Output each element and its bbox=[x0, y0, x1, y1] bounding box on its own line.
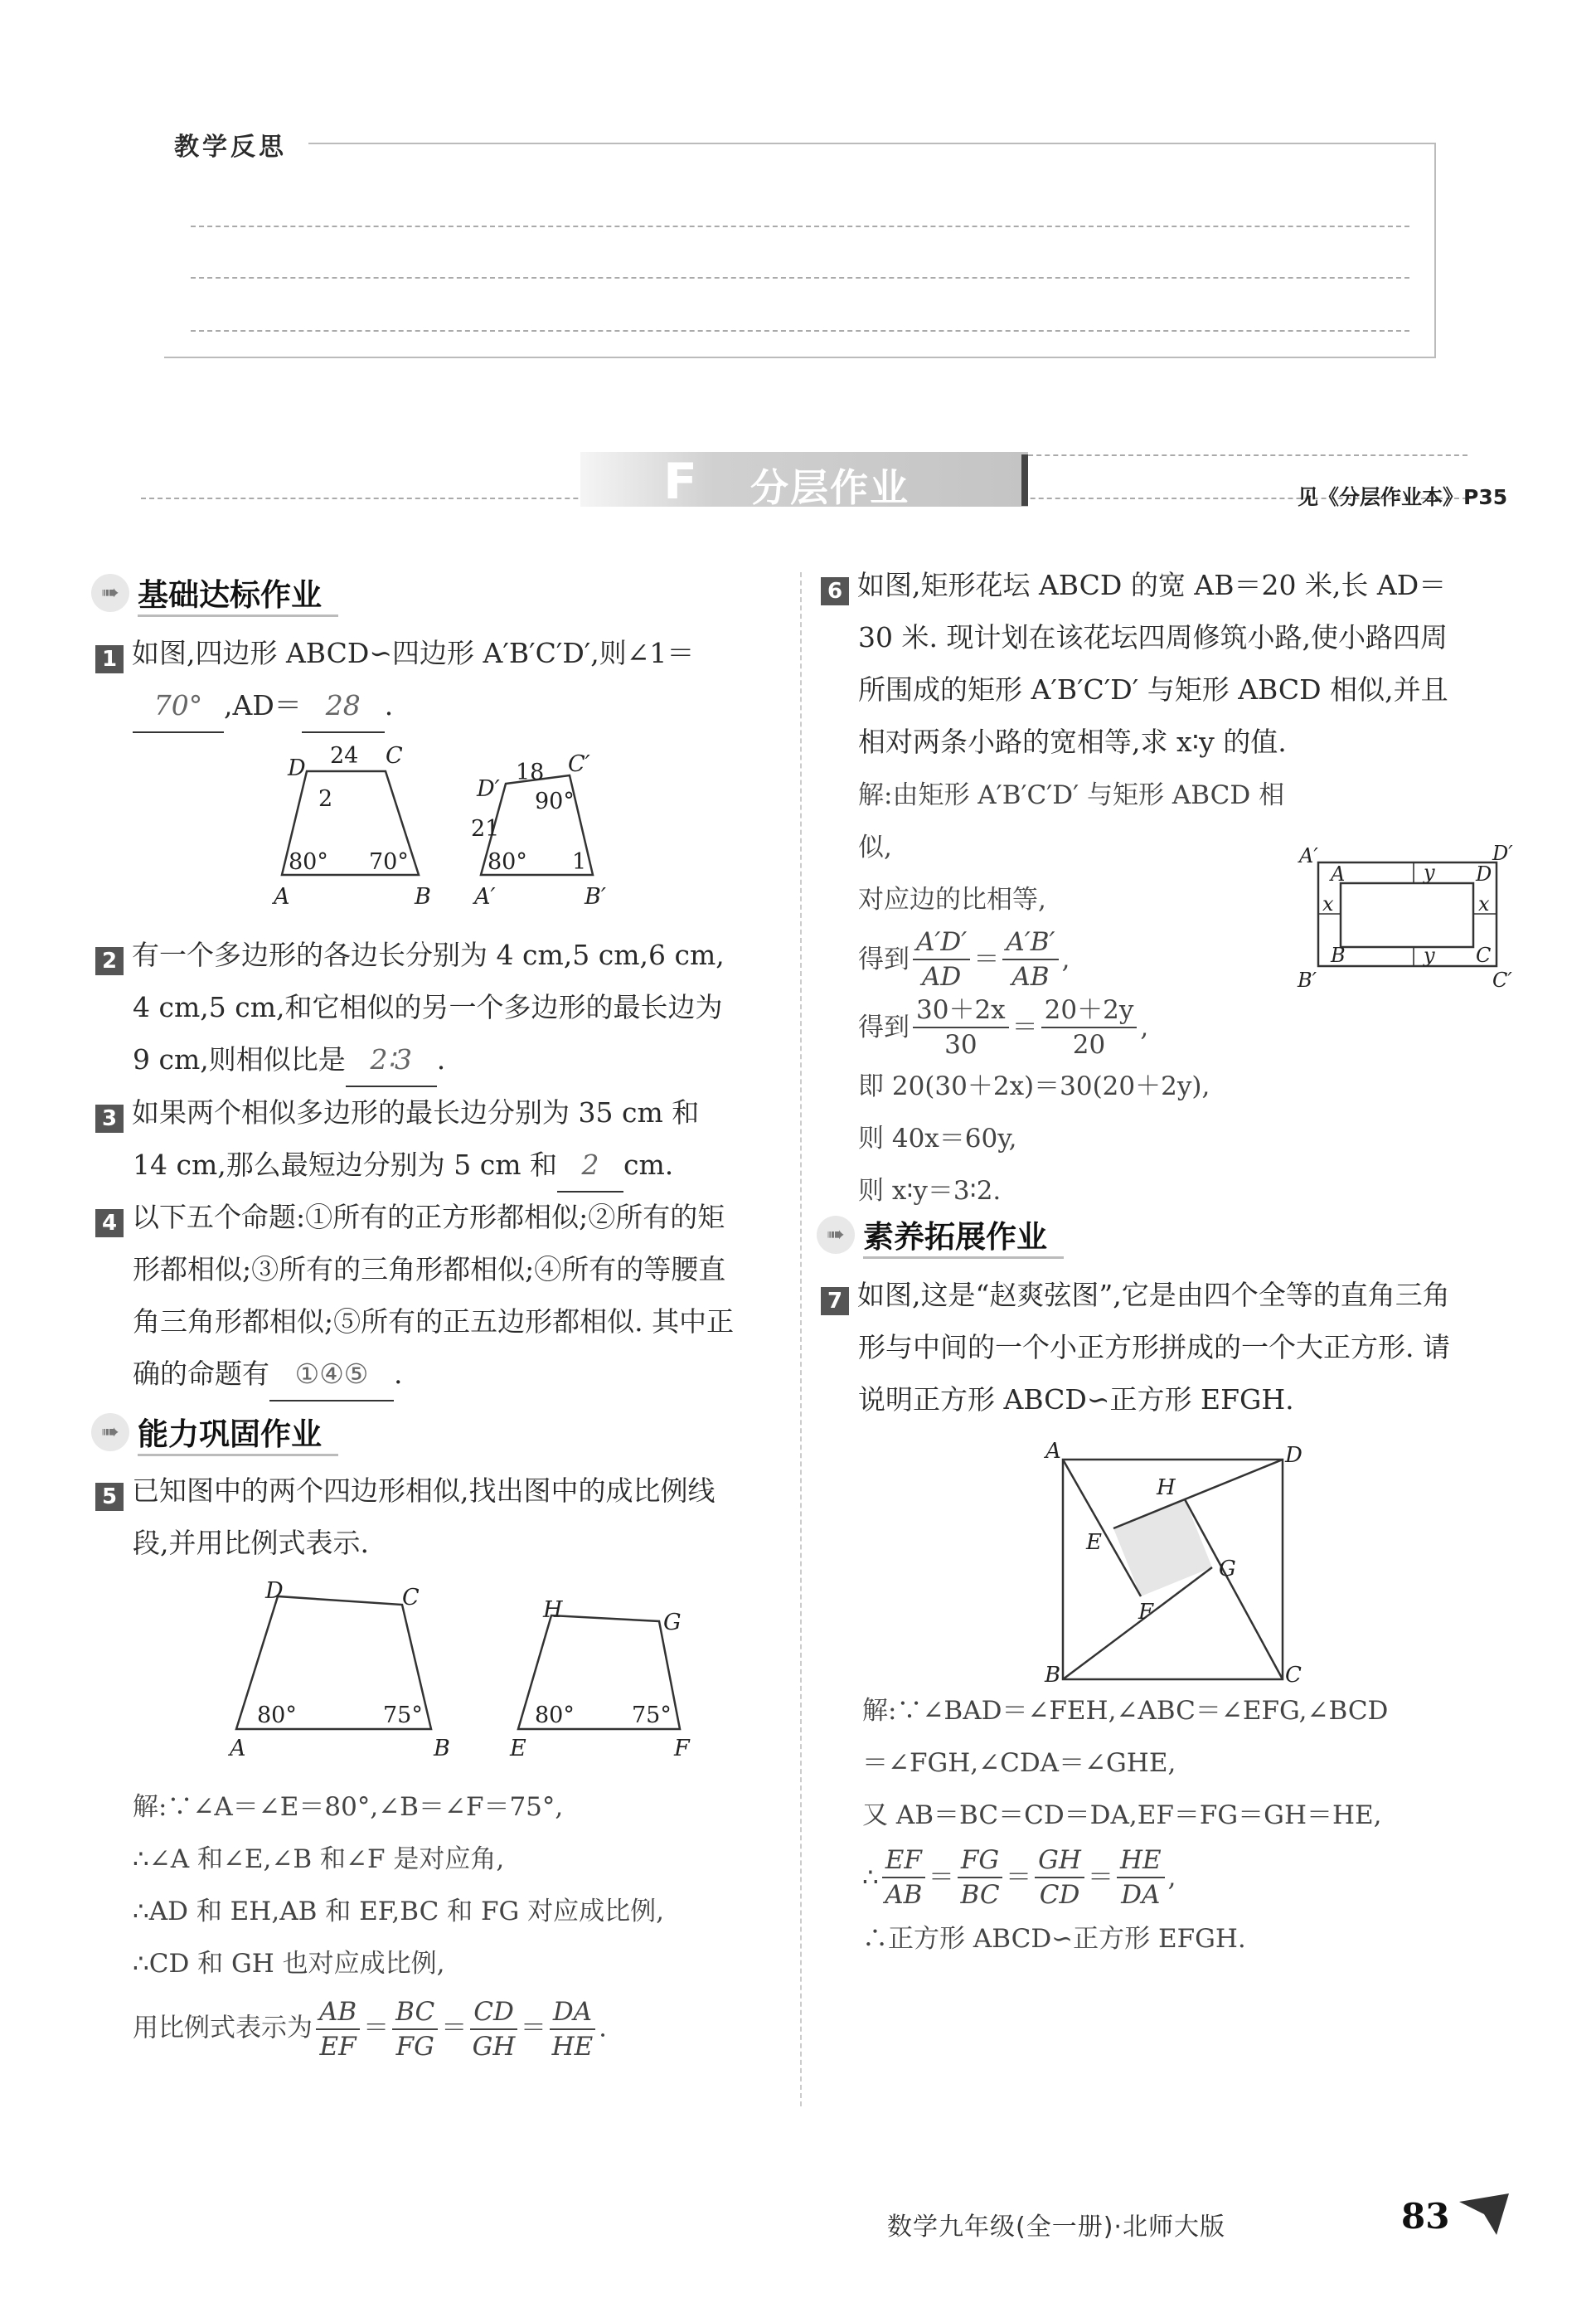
q6-sol-line: 对应边的比相等, bbox=[858, 885, 1046, 915]
fraction: $\frac{FG}{BC}$ bbox=[958, 1844, 1002, 1912]
q1-label-18: 18 bbox=[516, 760, 545, 785]
question-number: 2 bbox=[95, 947, 124, 975]
q5-label-F: F bbox=[674, 1736, 690, 1761]
q4-answer: ①④⑤ bbox=[269, 1348, 394, 1401]
q6-label-x2: x bbox=[1478, 892, 1490, 916]
q5-line: 段,并用比例式表示. bbox=[133, 1527, 369, 1559]
q6-label-C: C bbox=[1476, 944, 1492, 967]
q6-label-y1: y bbox=[1424, 861, 1435, 884]
q6-label-Dp: D′ bbox=[1492, 842, 1513, 865]
question-number: 4 bbox=[95, 1209, 124, 1237]
q5-sol-prefix: 用比例式表示为 bbox=[133, 2013, 313, 2043]
banner-logo-icon: F bbox=[663, 453, 697, 511]
q5-angle-80: 80° bbox=[257, 1703, 297, 1728]
q3-line: 14 cm,那么最短边分别为 5 cm 和 bbox=[133, 1149, 557, 1181]
q1-label-A: A bbox=[274, 884, 290, 910]
q5-label-G: G bbox=[663, 1610, 682, 1635]
q6-label-Ap: A′ bbox=[1299, 844, 1318, 867]
q5-sol-line: ∴CD 和 GH 也对应成比例, bbox=[133, 1949, 445, 1979]
question-3 bbox=[95, 1086, 783, 1193]
fraction: $\frac{20+2y}{20}$ bbox=[1041, 993, 1138, 1061]
question-2 bbox=[95, 929, 783, 1087]
q7-inner-square bbox=[1113, 1499, 1212, 1596]
page-corner-icon bbox=[1459, 2193, 1517, 2239]
fraction: $\frac{A'B'}{AB}$ bbox=[1002, 925, 1058, 993]
q7-line: 形与中间的一个小正方形拼成的一个大正方形. 请 bbox=[858, 1331, 1450, 1363]
q6-label-B: B bbox=[1331, 944, 1346, 967]
q2-answer: 2∶3 bbox=[346, 1033, 437, 1087]
question-1 bbox=[95, 627, 783, 733]
question-number: 7 bbox=[821, 1287, 849, 1315]
section-basic-label: 基础达标作业 bbox=[138, 570, 338, 617]
q4-line: 确的命题有 bbox=[133, 1358, 269, 1390]
arrow-icon: ➠ bbox=[91, 1413, 129, 1451]
question-6 bbox=[821, 559, 1509, 768]
q5-sol-line: ∴AD 和 EH,AB 和 EF,BC 和 FG 对应成比例, bbox=[133, 1897, 664, 1926]
reflection-top-line bbox=[308, 143, 1436, 144]
fraction: $\frac{AB}{EF}$ bbox=[316, 1995, 360, 2063]
q6-figure bbox=[1289, 838, 1521, 999]
q2-end: . bbox=[436, 1043, 446, 1076]
q6-sol-line: 即 20(30＋2x)＝30(20＋2y), bbox=[858, 1071, 1210, 1101]
q1-label-1: 1 bbox=[572, 849, 587, 875]
q5-label-C: C bbox=[402, 1585, 420, 1610]
q1-end: . bbox=[384, 689, 394, 721]
q4-line: 形都相似;③所有的三角形都相似;④所有的等腰直 bbox=[133, 1253, 726, 1285]
q2-line: 有一个多边形的各边长分别为 4 cm,5 cm,6 cm, bbox=[132, 939, 725, 971]
q6-line: 相对两条小路的宽相等,求 x∶y 的值. bbox=[858, 726, 1287, 758]
q1-answer-1: 70° bbox=[133, 679, 224, 733]
q5-angle-75: 75° bbox=[383, 1703, 423, 1728]
reflection-title: 教学反思 bbox=[174, 133, 287, 162]
q5-label-D: D bbox=[265, 1580, 284, 1604]
reflection-line bbox=[191, 277, 1409, 279]
q6-label-x1: x bbox=[1322, 892, 1334, 916]
reflection-bottom-line bbox=[164, 357, 1436, 358]
q1-answer-2: 28 bbox=[302, 679, 385, 733]
question-number: 1 bbox=[95, 645, 124, 673]
banner-title: 分层作业 bbox=[750, 465, 910, 510]
q5-label-A: A bbox=[230, 1736, 246, 1761]
q5-label-E: E bbox=[510, 1736, 526, 1761]
q1-label-D: D bbox=[288, 755, 306, 781]
q7-label-G: G bbox=[1219, 1557, 1236, 1581]
fraction: $\frac{GH}{CD}$ bbox=[1035, 1844, 1084, 1912]
q1-label-2: 2 bbox=[318, 786, 333, 812]
question-4 bbox=[95, 1191, 783, 1401]
q1-figure bbox=[265, 738, 630, 921]
section-ability bbox=[91, 1410, 338, 1455]
banner-end-bar bbox=[1021, 454, 1028, 506]
question-number: 6 bbox=[821, 577, 849, 605]
q1-label-21: 21 bbox=[471, 816, 500, 842]
q5-label-B: B bbox=[434, 1736, 450, 1761]
q1-label-Ap: A′ bbox=[474, 884, 496, 910]
q5-figure bbox=[220, 1580, 717, 1771]
q5-sol-proportion: 用比例式表示为 $\frac{AB}{EF}$ ＝ $\frac{BC}{FG}$ ＝ $\frac{CD}{GH}$ ＝ $\frac{DA}{HE}$ . bbox=[133, 1997, 607, 2062]
q1-label-24: 24 bbox=[330, 743, 359, 769]
q6-line: 如图,矩形花坛 ABCD 的宽 AB＝20 米,长 AD＝ bbox=[857, 569, 1447, 601]
q1-angle-80: 80° bbox=[289, 849, 328, 875]
q6-solution bbox=[858, 770, 1298, 1217]
q7-label-E: E bbox=[1086, 1530, 1102, 1555]
q1-label-Dp: D′ bbox=[477, 776, 500, 802]
question-number: 3 bbox=[95, 1105, 124, 1133]
q3-line: 如果两个相似多边形的最长边分别为 35 cm 和 bbox=[132, 1096, 700, 1129]
q7-sol-line: 解:∵∠BAD＝∠FEH,∠ABC＝∠EFG,∠BCD bbox=[862, 1696, 1389, 1726]
reflection-right-border bbox=[1434, 143, 1436, 358]
q6-label-A: A bbox=[1331, 862, 1346, 886]
q6-line: 所围成的矩形 A′B′C′D′ 与矩形 ABCD 相似,并且 bbox=[858, 673, 1448, 706]
column-divider bbox=[800, 572, 802, 2106]
section-extend bbox=[817, 1212, 1064, 1257]
q6-sol-line: 则 x∶y＝3∶2. bbox=[858, 1176, 1002, 1206]
q1-label-B: B bbox=[415, 884, 431, 910]
q7-label-B: B bbox=[1045, 1663, 1061, 1683]
section-extend-label: 素养拓展作业 bbox=[863, 1212, 1064, 1259]
q7-label-D: D bbox=[1285, 1443, 1303, 1468]
fraction: $\frac{DA}{HE}$ bbox=[550, 1995, 595, 2063]
q1-angle-70: 70° bbox=[369, 849, 409, 875]
q6-label-D: D bbox=[1476, 862, 1492, 886]
q1-label-Bp: B′ bbox=[585, 884, 606, 910]
q6-label-Cp: C′ bbox=[1492, 969, 1512, 992]
fraction: $\frac{BC}{FG}$ bbox=[392, 1995, 438, 2063]
q5-line: 已知图中的两个四边形相似,找出图中的成比例线 bbox=[132, 1474, 716, 1507]
q6-sol-frac-2: 得到 $\frac{30+2x}{30}$ ＝ $\frac{20+2y}{20}$ , bbox=[858, 995, 1149, 1060]
arrow-icon: ➠ bbox=[91, 574, 129, 612]
q7-sol-line: ∴正方形 ABCD∽正方形 EFGH. bbox=[862, 1924, 1246, 1954]
q7-sol-line: 又 AB＝BC＝CD＝DA,EF＝FG＝GH＝HE, bbox=[862, 1800, 1382, 1830]
q4-line: 以下五个命题:①所有的正方形都相似;②所有的矩 bbox=[132, 1201, 725, 1233]
fraction: $\frac{30+2x}{30}$ bbox=[913, 993, 1009, 1061]
q6-label-y2: y bbox=[1424, 944, 1435, 967]
question-7 bbox=[821, 1269, 1509, 1426]
q5-sol-line: ∴∠A 和∠E,∠B 和∠F 是对应角, bbox=[133, 1844, 505, 1874]
q6-inner-rect bbox=[1341, 883, 1473, 947]
question-number: 5 bbox=[95, 1483, 124, 1511]
q6-sol-line: 解:由矩形 A′B′C′D′ 与矩形 ABCD 相似, bbox=[858, 780, 1285, 862]
q7-figure bbox=[1032, 1435, 1306, 1683]
question-5 bbox=[95, 1465, 783, 1569]
fraction: $\frac{EF}{AB}$ bbox=[882, 1844, 925, 1912]
q1-mid: ,AD＝ bbox=[224, 689, 302, 721]
q7-label-F: F bbox=[1138, 1600, 1154, 1625]
section-ability-label: 能力巩固作业 bbox=[138, 1409, 338, 1456]
banner-rule bbox=[1020, 454, 1467, 456]
q7-label-A: A bbox=[1045, 1439, 1061, 1464]
q1-label-Cp: C′ bbox=[568, 751, 590, 777]
q5-label-H: H bbox=[543, 1597, 563, 1623]
q1-label-C: C bbox=[386, 743, 403, 769]
page-number: 83 bbox=[1401, 2196, 1450, 2237]
q3-end: cm. bbox=[623, 1149, 674, 1181]
q5-solution bbox=[133, 1781, 788, 2063]
banner-ref: 见《分层作业本》P35 bbox=[1298, 485, 1508, 509]
q7-line: 说明正方形 ABCD∽正方形 EFGH. bbox=[858, 1383, 1294, 1416]
q4-end: . bbox=[394, 1358, 403, 1390]
q6-line: 30 米. 现计划在该花坛四周修筑小路,使小路四周 bbox=[858, 621, 1448, 653]
q7-line: 如图,这是“赵爽弦图”,它是由四个全等的直角三角 bbox=[857, 1279, 1450, 1311]
q4-line: 角三角形都相似;⑤所有的正五边形都相似. 其中正 bbox=[133, 1305, 735, 1338]
q6-label-Bp: B′ bbox=[1298, 969, 1317, 992]
q1-text: 如图,四边形 ABCD∽四边形 A′B′C′D′,则∠1＝ bbox=[132, 637, 695, 669]
section-basic bbox=[91, 571, 338, 615]
q1-angle-90: 90° bbox=[535, 789, 575, 814]
q1-angle-b80: 80° bbox=[488, 849, 527, 875]
q5-sol-line: 解:∵∠A＝∠E＝80°,∠B＝∠F＝75°, bbox=[133, 1792, 564, 1822]
q6-sol-line: 则 40x＝60y, bbox=[858, 1124, 1017, 1154]
q3-answer: 2 bbox=[557, 1139, 623, 1193]
q6-sol-frac-1: 得到 $\frac{A'D'}{AD}$ ＝ $\frac{A'B'}{AB}$ , bbox=[858, 927, 1070, 992]
reflection-line bbox=[191, 226, 1409, 227]
q7-label-H: H bbox=[1157, 1475, 1176, 1500]
q7-sol-proportion: ∴ $\frac{EF}{AB}$ ＝ $\frac{FG}{BC}$ ＝ $\frac{GH}{CD}$ ＝ $\frac{HE}{DA}$ , bbox=[862, 1845, 1176, 1910]
fraction: $\frac{HE}{DA}$ bbox=[1117, 1844, 1165, 1912]
q5-angle-e80: 80° bbox=[535, 1703, 575, 1728]
q7-sol-line: ＝∠FGH,∠CDA＝∠GHE, bbox=[862, 1748, 1176, 1778]
q5-angle-e75: 75° bbox=[632, 1703, 672, 1728]
q7-solution bbox=[862, 1685, 1526, 1965]
q2-line: 4 cm,5 cm,和它相似的另一个多边形的最长边为 bbox=[133, 991, 723, 1023]
q2-line: 9 cm,则相似比是 bbox=[133, 1043, 346, 1076]
fraction: $\frac{A'D'}{AD}$ bbox=[913, 925, 970, 993]
footer-book: 数学九年级(全一册)·北师大版 bbox=[887, 2213, 1225, 2242]
q7-label-C: C bbox=[1285, 1663, 1302, 1683]
arrow-icon: ➠ bbox=[817, 1216, 855, 1254]
fraction: $\frac{CD}{GH}$ bbox=[470, 1995, 517, 2063]
reflection-line bbox=[191, 330, 1409, 332]
